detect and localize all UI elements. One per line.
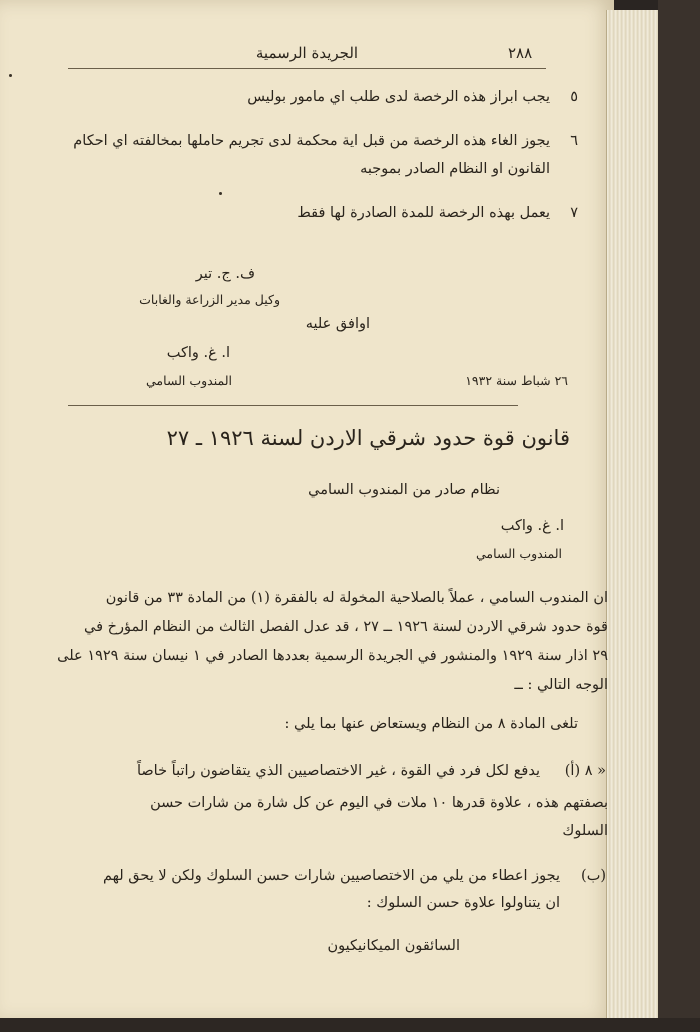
page-edges: [606, 10, 659, 1018]
preamble-line-4: الوجه التالي : ــ: [514, 677, 608, 693]
article-8b-line-1: يجوز اعطاء من يلي من الاختصاصيين شارات حسن السلوك ولكن لا يحق لهم: [102, 868, 560, 884]
document-date: ٢٦ شباط سنة ١٩٣٢: [465, 373, 568, 388]
condition-6-text: يجوز الغاء هذه الرخصة من قبل اية محكمة لدى تجريم حاملها بمخالفته اي احكام: [73, 133, 550, 149]
signatory-3-title: المندوب السامي: [476, 546, 562, 561]
article-8b-line-2: ان يتناولوا علاوة حسن السلوك :: [366, 895, 560, 911]
article-8a-line-1: يدفع لكل فرد في القوة ، غير الاختصاصيين الذي يتقاضون راتباً خاصاً: [136, 763, 540, 779]
running-title: الجريدة الرسمية: [255, 44, 359, 62]
article-8a-line-3: السلوك: [562, 823, 608, 839]
article-8b-label: (ب): [581, 868, 606, 884]
article-8a-label: « ٨ (أ): [564, 763, 606, 779]
signatory-1-name: ف. ج. تير: [195, 266, 255, 282]
law-subtitle: نظام صادر من المندوب السامي: [308, 482, 500, 498]
approval-text: اوافق عليه: [305, 316, 370, 332]
article-8a-line-2: بصفتهم هذه ، علاوة قدرها ١٠ ملات في اليوم عن كل شارة من شارات حسن: [150, 795, 608, 811]
condition-6-number: ٦: [570, 133, 578, 149]
book-spine: [658, 0, 700, 1032]
condition-7-text: يعمل بهذه الرخصة للمدة الصادرة لها فقط: [297, 205, 550, 221]
condition-5-text: يجب ابراز هذه الرخصة لدى طلب اي مامور بوليس: [247, 89, 550, 105]
paper-speck: [219, 192, 222, 195]
preamble-line-1: ان المندوب السامي ، عملاً بالصلاحية المخولة له بالفقرة (١) من المادة ٣٣ من قانون: [105, 590, 608, 606]
condition-5-number: ٥: [570, 89, 578, 105]
paper-speck: [9, 74, 12, 77]
page-number: ٢٨٨: [508, 44, 533, 62]
section-heading-mechanical-drivers: السائقون الميكانيكيون: [327, 938, 460, 954]
law-title: قانون قوة حدود شرقي الاردن لسنة ١٩٢٦ ـ ٢٧: [166, 426, 570, 450]
signatory-3-name: ا. غ. واكب: [500, 518, 564, 534]
signatory-2-title: المندوب السامي: [146, 373, 232, 388]
preamble-line-2: قوة حدود شرقي الاردن لسنة ١٩٢٦ ــ ٢٧ ، قد عدل الفصل الثالث من النظام المؤرخ في: [84, 619, 608, 635]
preamble-line-3: ٢٩ اذار سنة ١٩٢٩ والمنشور في الجريدة الرسمية بعددها الصادر في ١ نيسان سنة ١٩٢٩ على: [57, 648, 608, 664]
condition-6-continuation: القانون او النظام الصادر بموجبه: [360, 161, 550, 177]
signatory-1-title: وكيل مدير الزراعة والغابات: [139, 292, 280, 307]
bottom-shadow: [0, 1018, 700, 1032]
signatory-2-name: ا. غ. واكب: [166, 345, 230, 361]
section-divider: [68, 405, 518, 406]
header-rule: [68, 68, 546, 69]
repeal-line: تلغى المادة ٨ من النظام ويستعاض عنها بما يلي :: [284, 716, 578, 732]
condition-7-number: ٧: [570, 205, 578, 221]
